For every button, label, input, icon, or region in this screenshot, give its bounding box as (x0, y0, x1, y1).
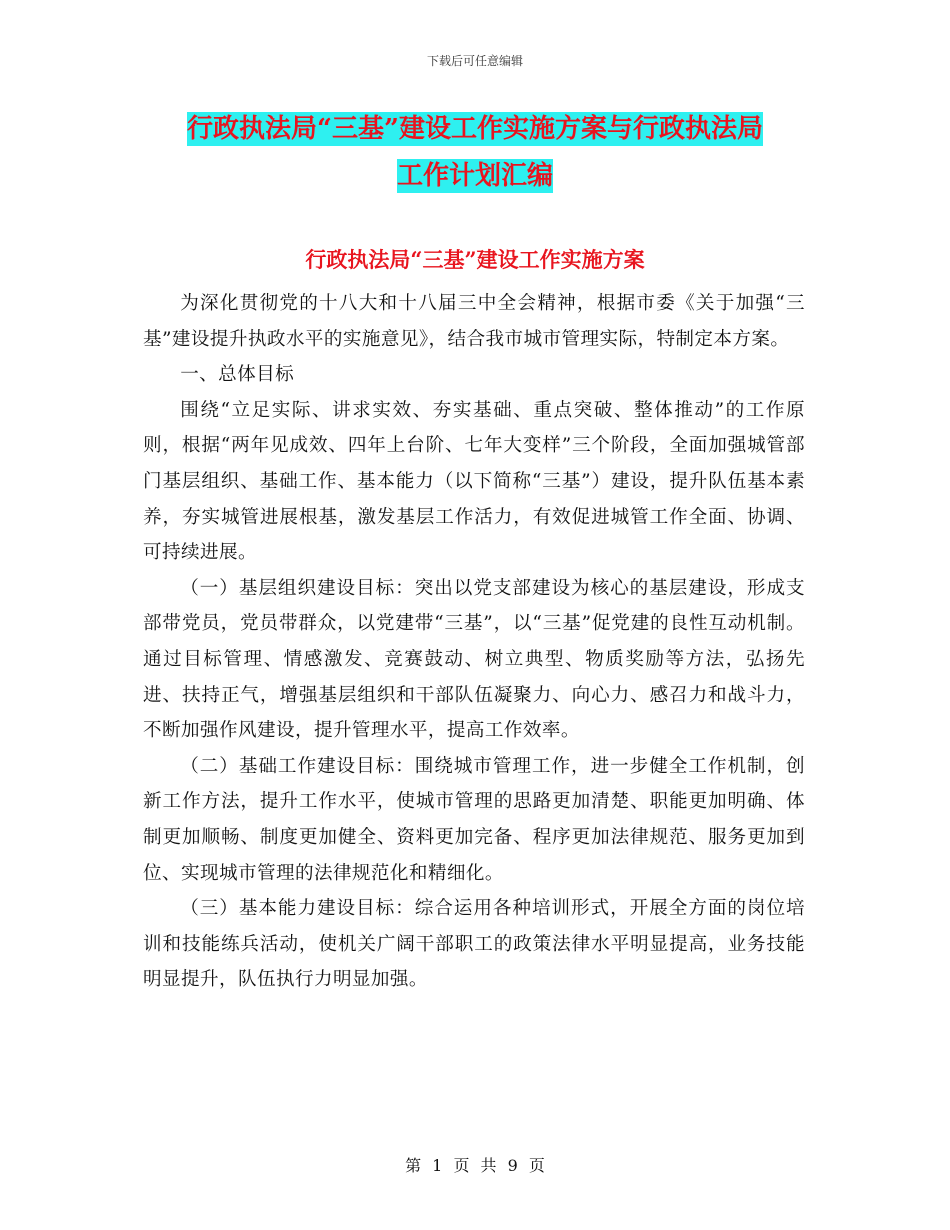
paragraph-intro: 为深化贯彻党的十八大和十八届三中全会精神，根据市委《关于加强“三基”建设提升执政水平的实施意见》，结合我市城市管理实际，特制定本方案。 (143, 293, 805, 350)
page-footer: 第 1 页 共 9 页 (405, 1156, 545, 1175)
title-line-2: 工作计划汇编 (396, 161, 553, 191)
title-line-1: 行政执法局“三基”建设工作实施方案与行政执法局 (187, 114, 763, 144)
paragraph-goal-1: （一）基层组织建设目标：突出以党支部建设为核心的基层建设，形成支部带党员，党员带群众，以党建带“三基”，以“三基”促党建的良性互动机制。通过目标管理、情感激发、竞赛鼓动、树立典型、物质奖励等方法，弘扬先进、扶持正气，增强基层组织和干部队伍凝聚力、向心力、感召力和战斗力，不断加强作风建设，提升管理水平，提高工作效率。 (143, 577, 805, 742)
document-title (0, 106, 950, 200)
paragraph-goal-3: （三）基本能力建设目标：综合运用各种培训形式，开展全方面的岗位培训和技能练兵活动，使机关广阔干部职工的政策法律水平明显提高，业务技能明显提升，队伍执行力明显加强。 (143, 898, 805, 991)
section-title: 行政执法局“三基”建设工作实施方案 (305, 247, 645, 272)
body-text (143, 286, 805, 998)
paragraph-principles: 围绕“立足实际、讲求实效、夯实基础、重点突破、整体推动”的工作原则，根据“两年见成效、四年上台阶、七年大变样”三个阶段，全面加强城管部门基层组织、基础工作、基本能力（以下简称“三基”）建设，提升队伍基本素养，夯实城管进展根基，激发基层工作活力，有效促进城管工作全面、协调、可持续进展。 (143, 399, 805, 564)
paragraph-goal-2: （二）基础工作建设目标：围绕城市管理工作，进一步健全工作机制，创新工作方法，提升工作水平，使城市管理的思路更加清楚、职能更加明确、体制更加顺畅、制度更加健全、资料更加完备、程序更加法律规范、服务更加到位、实现城市管理的法律规范化和精细化。 (143, 755, 805, 884)
heading-overall-goal: 一、总体目标 (180, 364, 295, 386)
header-note: 下载后可任意编辑 (426, 54, 523, 68)
